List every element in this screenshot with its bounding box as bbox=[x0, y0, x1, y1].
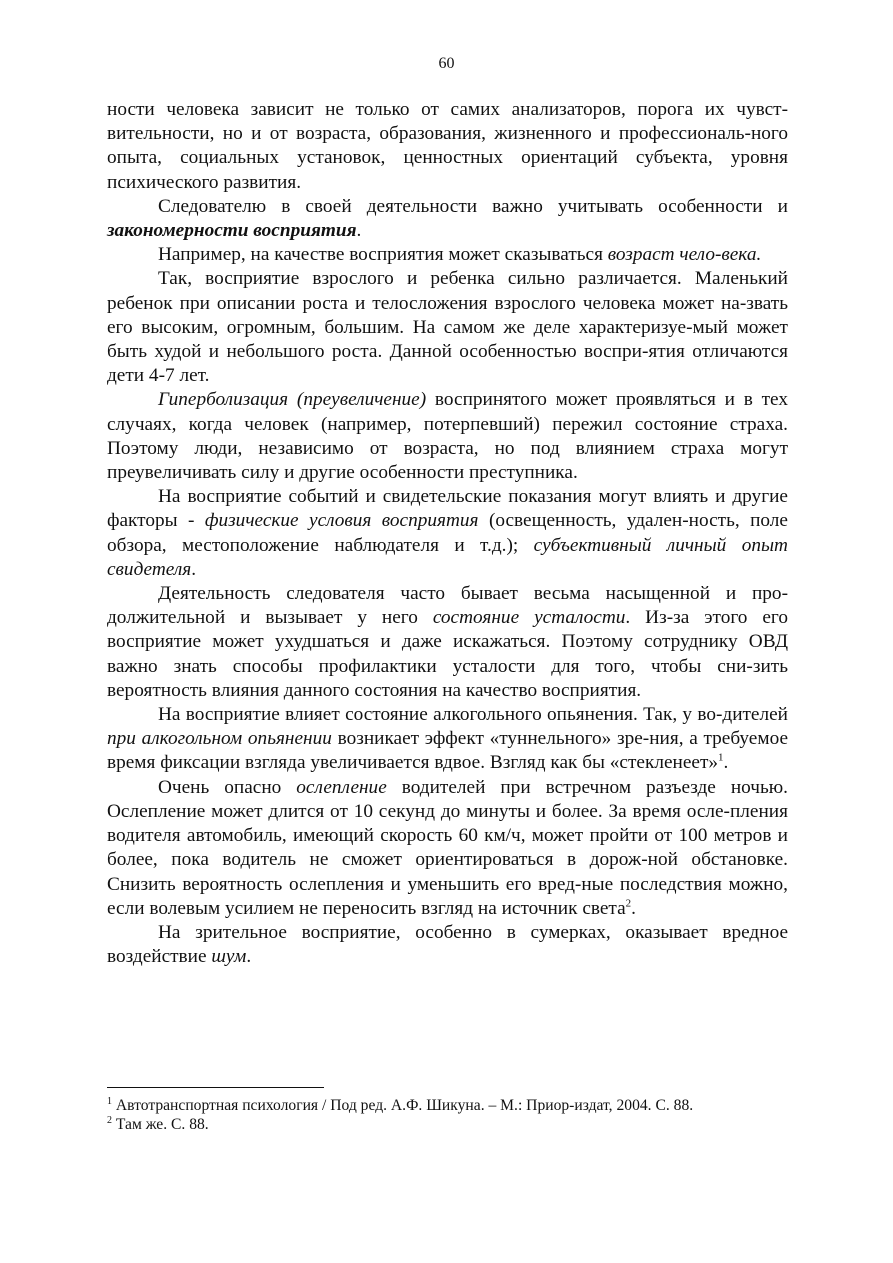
text-run: . bbox=[246, 946, 252, 968]
footnote-divider bbox=[107, 1087, 324, 1088]
body-text bbox=[107, 98, 788, 969]
text-run: возникает эффект «туннельного» зре-ния, а требуемое время фиксации взгляда увеличивается вдвое. Взгляд как бы «стекленеет» bbox=[107, 728, 789, 774]
footnote-marker: 1 bbox=[107, 1095, 112, 1107]
italic-term: при алкогольном опьянении bbox=[107, 728, 332, 750]
paragraph-p6 bbox=[107, 485, 788, 582]
paragraph-p9 bbox=[107, 776, 788, 921]
text-run: водителей при встречном разъезде ночью. Ослепление может длится от 10 секунд до минуты и более. За время осле-пления водителя автомобиль, имеющий скорость 60 км/ч, может пройти от 100 метров и более, пока водитель не сможет ориентироваться в дорож-ной обстановке. Снизить вероятность ослепления и уменьшить его вред-ные последствия можно, если волевым усилием не переносить взгляд на источник света bbox=[107, 776, 789, 919]
paragraph-p7 bbox=[107, 582, 788, 703]
paragraph-p5 bbox=[107, 388, 788, 485]
italic-term: шум bbox=[211, 946, 247, 968]
paragraph-p10 bbox=[107, 921, 788, 969]
text-run: Следователю в своей деятельности важно учитывать особенности и bbox=[158, 195, 788, 217]
italic-term: возраст чело-века. bbox=[607, 244, 762, 266]
italic-term: состояние усталости bbox=[432, 607, 626, 629]
footnote-marker: 2 bbox=[107, 1114, 112, 1126]
italic-term: ослепление bbox=[296, 776, 387, 798]
text-run: . bbox=[191, 558, 197, 580]
text-run: На восприятие событий и свидетельские показания могут влиять и другие факторы - bbox=[107, 486, 788, 532]
footnote-reference: 1 bbox=[718, 752, 724, 765]
paragraph-p8 bbox=[107, 703, 788, 776]
text-run: На зрительное восприятие, особенно в сумерках, оказывает вредное воздействие bbox=[107, 921, 788, 968]
text-run: . bbox=[723, 752, 729, 774]
text-run: . bbox=[631, 897, 636, 919]
paragraph-p1 bbox=[107, 98, 788, 195]
bold-italic-term: закономерности восприятия bbox=[107, 220, 357, 242]
text-run: (освещенность, удален-ность, поле обзора, местоположение наблюдателя и т.д.); bbox=[107, 510, 788, 556]
italic-term: субъективный личный опыт свидетеля bbox=[107, 534, 788, 580]
text-run: . bbox=[356, 220, 362, 242]
footnote-2 bbox=[107, 1115, 788, 1134]
text-run: На восприятие влияет состояние алкогольного опьянения. Так, у во-дителей bbox=[158, 704, 788, 726]
footnote-1 bbox=[107, 1096, 788, 1115]
paragraph-p3 bbox=[107, 243, 788, 267]
paragraph-p2 bbox=[107, 195, 788, 243]
footnote-reference: 2 bbox=[625, 897, 632, 910]
page-number: 60 bbox=[438, 55, 455, 72]
text-run: воспринятого может проявляться и в тех случаях, когда человек (например, потерпевший) пережил состояние страха. Поэтому люди, независимо от возраста, но под влиянием страха могут преувеличивать силу и другие особенности преступника. bbox=[107, 389, 788, 484]
italic-term: физические условия восприятия bbox=[204, 510, 479, 532]
text-run: Например, на качестве восприятия может сказываться bbox=[158, 244, 608, 266]
italic-term: Гиперболизация (преувеличение) bbox=[158, 389, 427, 411]
text-run: ности человека зависит не только от самих анализаторов, порога их чувст-вительности, но и от возраста, образования, жизненного и профессиональ-ного опыта, социальных установок, ценностных ориентаций субъекта, уровня психического развития. bbox=[107, 99, 788, 193]
footnote-text: Автотранспортная психология / Под ред. А.Ф. Шикуна. – М.: Приор-издат, 2004. С. 88. bbox=[112, 1097, 694, 1114]
text-run: Так, восприятие взрослого и ребенка сильно различается. Маленький ребенок при описании роста и телосложения взрослого человека может на-звать его высоким, огромным, большим. На самом же деле характеризуе-мый может быть худой и небольшого роста. Данной особенностью воспри-ятия отличаются дети 4-7 лет. bbox=[107, 268, 788, 387]
paragraph-p4 bbox=[107, 267, 788, 388]
text-run: . Из-за этого его восприятие может ухудшаться и даже искажаться. Поэтому сотруднику ОВД важно знать способы профилактики усталости для того, чтобы сни-зить вероятность влияния данного состояния на качество восприятия. bbox=[107, 607, 788, 701]
footnotes bbox=[107, 1096, 788, 1134]
text-run: Очень опасно bbox=[158, 776, 297, 798]
footnote-text: Там же. С. 88. bbox=[112, 1116, 209, 1133]
text-run: Деятельность следователя часто бывает весьма насыщенной и про-должительной и вызывает у него bbox=[107, 583, 788, 629]
